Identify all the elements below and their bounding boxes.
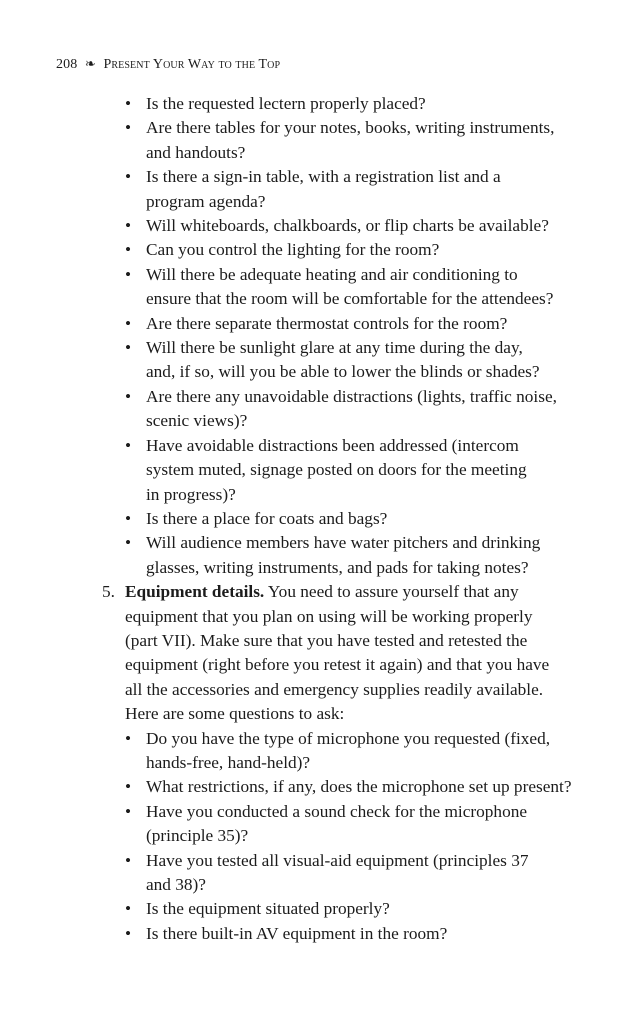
item-5-line: equipment (right before you retest it again) and that you have (125, 655, 550, 675)
bullet-item (0, 263, 624, 312)
bullet-line: hands-free, hand-held)? (146, 752, 311, 772)
bullet-item (0, 434, 624, 507)
item-number: 5. (102, 582, 115, 602)
bullet-item (0, 165, 624, 214)
bullet-icon: • (124, 899, 132, 919)
bullet-icon: • (124, 118, 132, 138)
bullet-line: Will there be sunlight glare at any time during the day, (146, 338, 523, 358)
bullet-list-room-setup (0, 92, 624, 580)
bullet-line: Have avoidable distractions been addressed (intercom (146, 435, 519, 455)
bullet-icon: • (124, 216, 132, 236)
bullet-icon: • (124, 923, 132, 943)
bullet-line: What restrictions, if any, does the microphone set up present? (146, 777, 572, 797)
bullet-item (0, 897, 624, 921)
bullet-line: Do you have the type of microphone you requested (fixed, (146, 728, 551, 748)
bullet-item (0, 507, 624, 531)
bullet-line: and, if so, will you be able to lower the blinds or shades? (146, 362, 540, 382)
bullet-line: scenic views)? (146, 411, 248, 431)
bullet-item (0, 312, 624, 336)
bullet-icon: • (124, 386, 132, 406)
page-number: 208 (56, 57, 78, 72)
item-5-line (125, 580, 564, 604)
item-5-line: Here are some questions to ask: (125, 704, 345, 724)
bullet-line: Is the requested lectern properly placed? (146, 94, 426, 113)
bullet-line: Is there built-in AV equipment in the room? (146, 923, 448, 943)
bullet-line: system muted, signage posted on doors for the meeting (146, 460, 527, 480)
bullet-item (0, 727, 624, 776)
bullet-line: ensure that the room will be comfortable for the attendees? (146, 289, 554, 309)
running-title: Present Your Way to the Top (103, 57, 281, 72)
bullet-line: Is there a place for coats and bags? (146, 508, 388, 528)
bullet-icon: • (124, 240, 132, 260)
bullet-icon: • (124, 850, 132, 870)
bullet-line: Is the equipment situated properly? (146, 899, 390, 919)
bullet-item (0, 116, 624, 165)
bullet-list-equipment (0, 727, 624, 947)
bullet-line: Are there tables for your notes, books, writing instruments, (146, 118, 555, 138)
bullet-line: Are there separate thermostat controls for the room? (146, 313, 508, 333)
item-5-line: all the accessories and emergency supplies readily available. (125, 679, 544, 699)
bullet-item (0, 849, 624, 898)
bullet-line: Are there any unavoidable distractions (lights, traffic noise, (146, 386, 557, 406)
bullet-item (0, 214, 624, 238)
bullet-item (0, 800, 624, 849)
item-first-line-text: You need to assure yourself that any (264, 582, 519, 602)
bullet-icon: • (124, 264, 132, 284)
bullet-item (0, 531, 624, 580)
bullet-icon: • (124, 533, 132, 553)
running-head (56, 54, 280, 75)
bullet-icon: • (124, 338, 132, 358)
bullet-item (0, 385, 624, 434)
bullet-item (0, 775, 624, 799)
item-5-line: equipment that you plan on using will be working properly (125, 606, 533, 626)
bullet-line: Can you control the lighting for the room? (146, 240, 440, 260)
bullet-item (0, 238, 624, 262)
item-5-line: (part VII). Make sure that you have tested and retested the (125, 630, 528, 650)
bullet-item (0, 336, 624, 385)
bullet-icon: • (124, 435, 132, 455)
bullet-icon: • (124, 508, 132, 528)
bullet-icon: • (124, 801, 132, 821)
fleuron-ornament: ❧ (84, 56, 96, 71)
bullet-item (0, 92, 624, 116)
bullet-line: and handouts? (146, 142, 246, 162)
bullet-line: (principle 35)? (146, 826, 249, 846)
bullet-line: Will audience members have water pitchers and drinking (146, 533, 541, 553)
bullet-icon: • (124, 777, 132, 797)
bullet-line: Will there be adequate heating and air conditioning to (146, 264, 518, 284)
bullet-line: Will whiteboards, chalkboards, or flip charts be available? (146, 216, 549, 236)
bullet-line: Have you conducted a sound check for the microphone (146, 801, 528, 821)
bullet-icon: • (124, 167, 132, 187)
item-lead-heading: Equipment details. (125, 582, 265, 602)
numbered-item-5 (0, 580, 624, 726)
bullet-icon: • (124, 728, 132, 748)
bullet-icon: • (124, 313, 132, 333)
bullet-line: glasses, writing instruments, and pads for taking notes? (146, 557, 529, 577)
bullet-line: Is there a sign-in table, with a registration list and a (146, 167, 501, 187)
page-body (0, 92, 624, 946)
bullet-line: and 38)? (146, 875, 206, 894)
bullet-line: Have you tested all visual-aid equipment (principles 37 (146, 850, 529, 870)
bullet-item (0, 922, 624, 946)
bullet-line: in progress)? (146, 484, 236, 504)
bullet-line: program agenda? (146, 191, 266, 211)
bullet-icon: • (124, 94, 132, 113)
